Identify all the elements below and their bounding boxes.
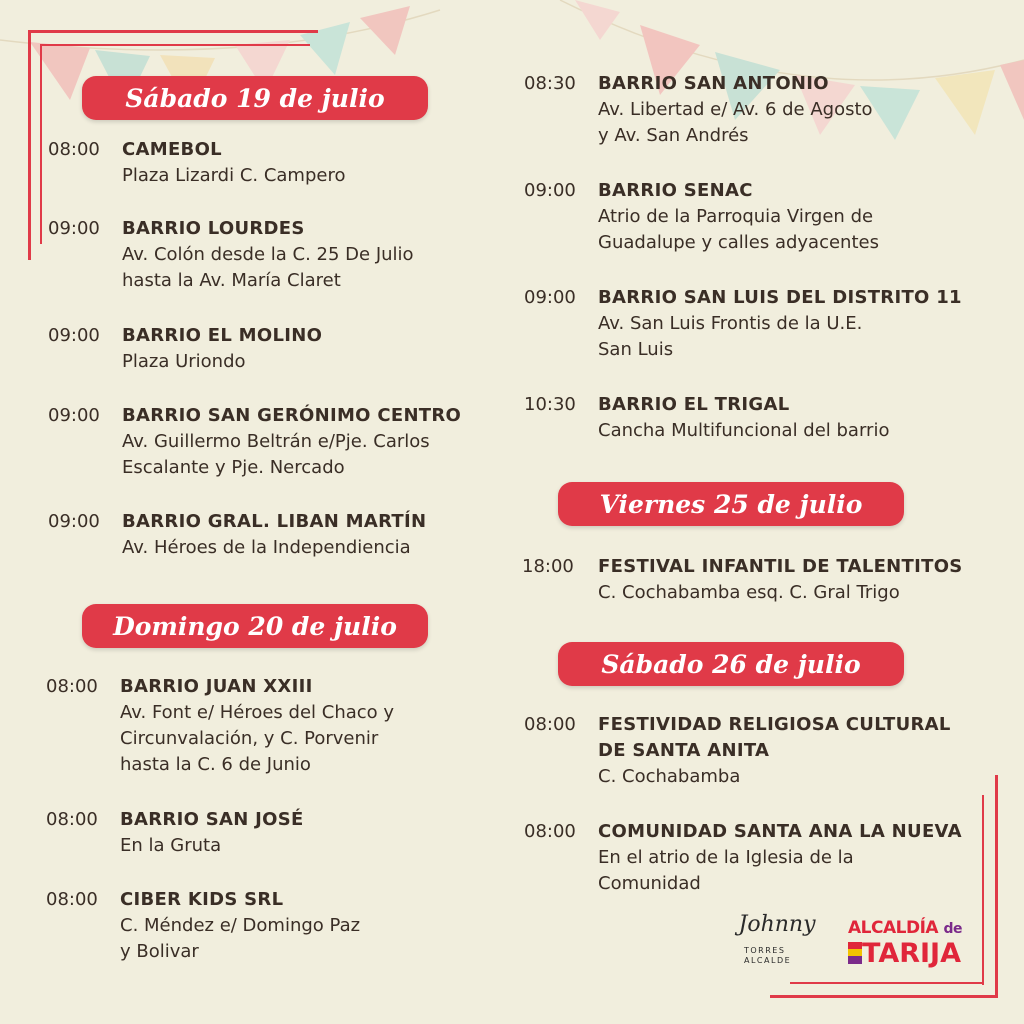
event-location: Comunidad [598, 873, 701, 894]
corner-frame-line [770, 995, 998, 998]
event-name: BARRIO SAN LUIS DEL DISTRITO 11 [598, 287, 962, 308]
flag-icon [848, 942, 862, 964]
event-name: BARRIO SAN GERÓNIMO CENTRO [122, 405, 462, 426]
logo-top-text: ALCALDÍA de [848, 918, 963, 938]
event-name: BARRIO EL TRIGAL [598, 394, 790, 415]
corner-frame-line [28, 30, 31, 260]
event-location: Av. Font e/ Héroes del Chaco y [120, 702, 395, 723]
day-header-sabado-26: Sábado 26 de julio [558, 642, 904, 686]
event-location: Av. Libertad e/ Av. 6 de Agosto [598, 99, 873, 120]
event-name: CIBER KIDS SRL [120, 889, 284, 910]
day-header-viernes-25: Viernes 25 de julio [558, 482, 904, 526]
event-location: y Bolivar [120, 941, 199, 962]
event-location: Plaza Uriondo [122, 351, 246, 372]
event-name: BARRIO GRAL. LIBAN MARTÍN [122, 511, 427, 532]
event-time: 08:00 [524, 821, 576, 842]
event-location: Av. Héroes de la Independiencia [122, 537, 411, 558]
event-location: hasta la Av. María Claret [122, 270, 341, 291]
event-time: 08:30 [524, 73, 576, 94]
event-name: BARRIO SAN JOSÉ [120, 809, 304, 830]
event-name: CAMEBOL [122, 139, 222, 160]
event-time: 08:00 [46, 809, 98, 830]
corner-frame-line [40, 44, 42, 244]
event-name: FESTIVAL INFANTIL DE TALENTITOS [598, 556, 963, 577]
event-location: y Av. San Andrés [598, 125, 749, 146]
event-name: DE SANTA ANITA [598, 740, 770, 761]
event-location: hasta la C. 6 de Junio [120, 754, 311, 775]
corner-frame-line [40, 44, 310, 46]
event-name: BARRIO EL MOLINO [122, 325, 323, 346]
event-time: 09:00 [524, 287, 576, 308]
event-location: Av. Guillermo Beltrán e/Pje. Carlos [122, 431, 430, 452]
event-time: 09:00 [48, 511, 100, 532]
event-location: Atrio de la Parroquia Virgen de [598, 206, 874, 227]
event-location: C. Cochabamba esq. C. Gral Trigo [598, 582, 900, 603]
signature-script: Johnny [738, 912, 816, 937]
alcaldia-tarija-logo [848, 918, 972, 970]
event-time: 09:00 [524, 180, 576, 201]
event-location: Circunvalación, y C. Porvenir [120, 728, 379, 749]
event-location: Plaza Lizardi C. Campero [122, 165, 346, 186]
event-name: BARRIO SENAC [598, 180, 753, 201]
event-name: COMUNIDAD SANTA ANA LA NUEVA [598, 821, 962, 842]
event-location: C. Méndez e/ Domingo Paz [120, 915, 361, 936]
event-name: BARRIO LOURDES [122, 218, 305, 239]
day-header-domingo-20: Domingo 20 de julio [82, 604, 428, 648]
logo-bottom-text: TARIJA [862, 938, 961, 969]
event-name: FESTIVIDAD RELIGIOSA CULTURAL [598, 714, 951, 735]
event-location: Av. Colón desde la C. 25 De Julio [122, 244, 414, 265]
signature-line: ALCALDE [744, 956, 792, 965]
event-time: 08:00 [524, 714, 576, 735]
event-location: C. Cochabamba [598, 766, 741, 787]
event-location: Cancha Multifuncional del barrio [598, 420, 890, 441]
event-time: 09:00 [48, 218, 100, 239]
event-time: 09:00 [48, 325, 100, 346]
event-name: BARRIO SAN ANTONIO [598, 73, 829, 94]
event-time: 08:00 [48, 139, 100, 160]
event-location: Guadalupe y calles adyacentes [598, 232, 879, 253]
day-header-sabado-19: Sábado 19 de julio [82, 76, 428, 120]
corner-frame-line [790, 982, 984, 984]
event-location: En la Gruta [120, 835, 222, 856]
event-time: 18:00 [522, 556, 574, 577]
event-location: Av. San Luis Frontis de la U.E. [598, 313, 863, 334]
event-location: En el atrio de la Iglesia de la [598, 847, 854, 868]
signature-line: TORRES [744, 946, 786, 955]
event-time: 08:00 [46, 676, 98, 697]
signature-johnny-torres [732, 912, 822, 972]
event-time: 09:00 [48, 405, 100, 426]
event-time: 10:30 [524, 394, 576, 415]
corner-frame-line [28, 30, 318, 33]
event-location: Escalante y Pje. Nercado [122, 457, 345, 478]
event-name: BARRIO JUAN XXIII [120, 676, 313, 697]
event-location: San Luis [598, 339, 674, 360]
event-time: 08:00 [46, 889, 98, 910]
